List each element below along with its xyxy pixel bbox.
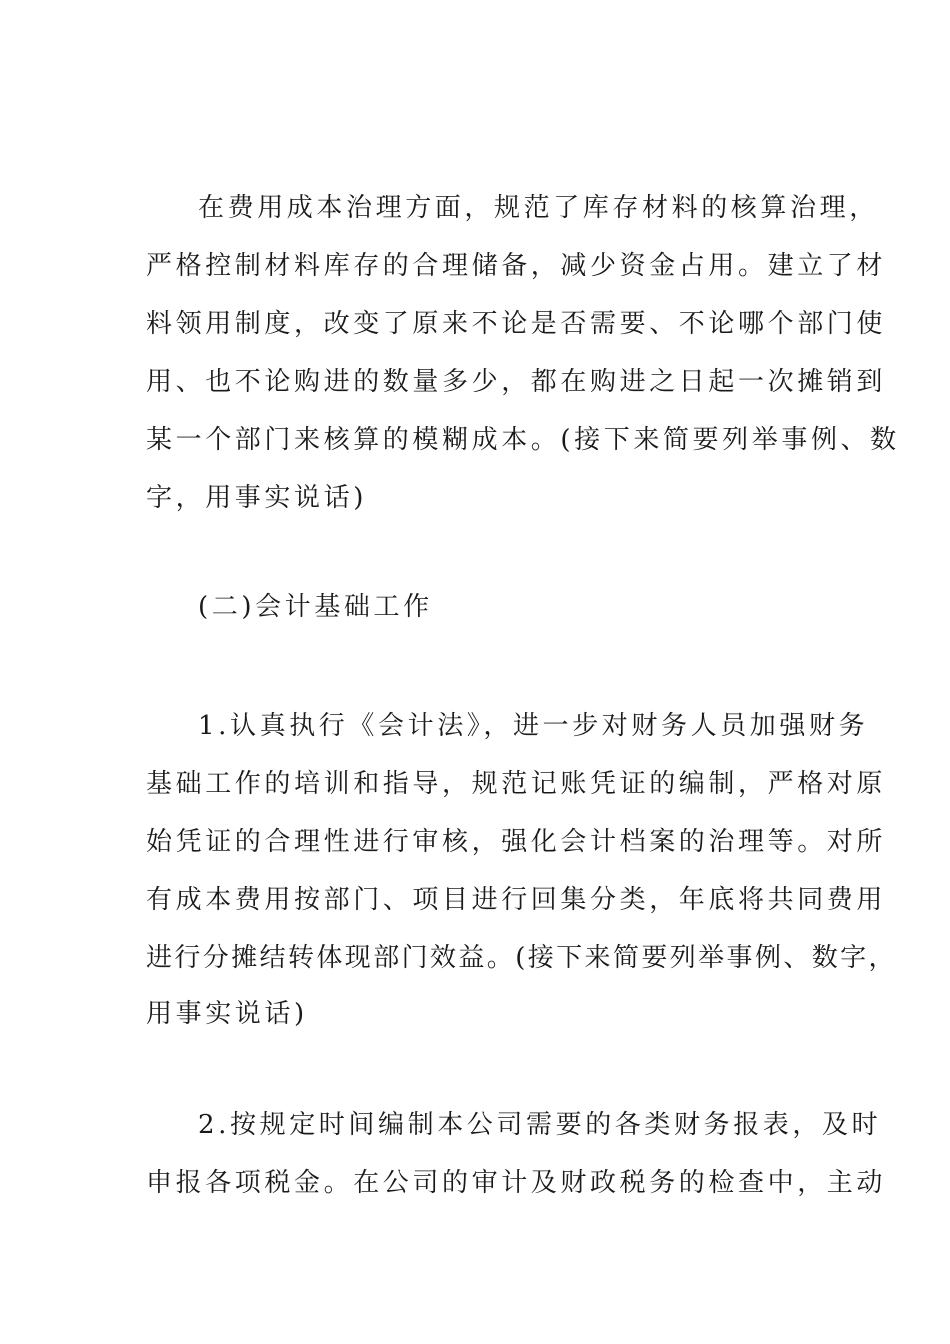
section-heading: (二)会计基础工作 [198,592,433,622]
paragraph-3-line-1: 2.按规定时间编制本公司需要的各类财务报表，及时 [198,1110,882,1140]
paragraph-2-line-4: 有成本费用按部门、项目进行回集分类，年底将共同费用 [146,885,887,915]
paragraph-1-line-6: 字，用事实说话) [146,483,367,513]
paragraph-2-line-6: 用事实说话) [146,999,308,1029]
paragraph-1-line-3: 料领用制度，改变了原来不论是否需要、不论哪个部门使 [146,309,887,339]
paragraph-2-line-2: 基础工作的培训和指导，规范记账凭证的编制，严格对原 [146,769,887,799]
paragraph-1-line-4: 用、也不论购进的数量多少，都在购进之日起一次摊销到 [146,367,887,397]
paragraph-1-line-1: 在费用成本治理方面，规范了库存材料的核算治理， [198,193,879,223]
paragraph-2-line-3: 始凭证的合理性进行审核，强化会计档案的治理等。对所 [146,827,887,857]
paragraph-3-line-2: 申报各项税金。在公司的审计及财政税务的检查中，主动 [146,1168,887,1198]
paragraph-1-line-5: 某一个部门来核算的模糊成本。(接下来简要列举事例、数 [146,425,900,455]
paragraph-1-line-2: 严格控制材料库存的合理储备，减少资金占用。建立了材 [146,251,887,281]
paragraph-2-line-1: 1.认真执行《会计法》，进一步对财务人员加强财务 [198,711,869,741]
paragraph-2-line-5: 进行分摊结转体现部门效益。(接下来简要列举事例、数字， [146,943,897,973]
